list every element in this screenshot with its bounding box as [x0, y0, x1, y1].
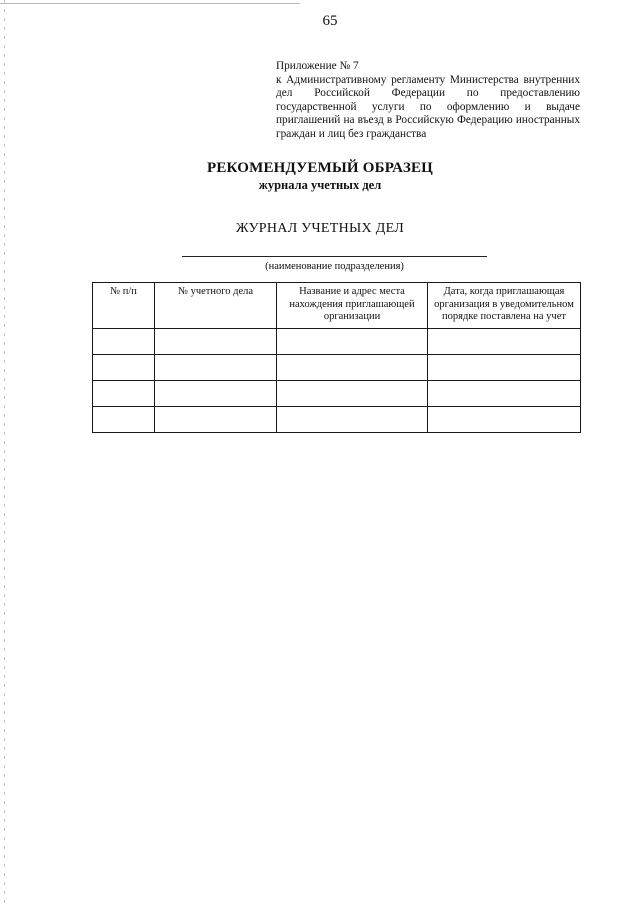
table-cell — [277, 407, 428, 433]
sample-heading: РЕКОМЕНДУЕМЫЙ ОБРАЗЕЦ — [206, 160, 434, 176]
table-row — [93, 407, 581, 433]
table-cell — [428, 407, 581, 433]
table-cell — [93, 329, 155, 355]
table-cell — [277, 355, 428, 381]
table-cell — [428, 329, 581, 355]
table-cell — [428, 381, 581, 407]
journal-table — [92, 282, 581, 433]
table-cell — [93, 355, 155, 381]
table-row — [93, 355, 581, 381]
table-row — [93, 381, 581, 407]
table-cell — [93, 381, 155, 407]
table-header-row — [93, 283, 581, 329]
table-cell — [93, 407, 155, 433]
column-header-registration-date: Дата, когда приглашающая организация в уведомительном порядке поставлена на учет — [428, 283, 581, 329]
table-row — [93, 329, 581, 355]
table-cell — [277, 381, 428, 407]
table-cell — [428, 355, 581, 381]
table-cell — [155, 381, 277, 407]
appendix-block — [276, 60, 580, 142]
table-cell — [155, 407, 277, 433]
journal-title: ЖУРНАЛ УЧЕТНЫХ ДЕЛ — [235, 221, 405, 236]
table-cell — [155, 329, 277, 355]
scan-edge-top — [0, 3, 300, 4]
sample-subheading: журнала учетных дел — [258, 178, 382, 192]
table-cell — [277, 329, 428, 355]
department-name-line — [182, 256, 487, 257]
scan-edge-left — [4, 0, 5, 905]
appendix-title: Приложение № 7 — [276, 60, 359, 72]
column-header-number: № п/п — [93, 283, 155, 329]
appendix-body: к Административному регламенту Министерства внутренних дел Российской Федерации по предоставлению государственной услуги по оформлению и выдаче приглашений на въезд в Российскую Федерацию иностранных граждан и лиц без гражданства — [276, 73, 580, 140]
column-header-case-number: № учетного дела — [155, 283, 277, 329]
table-cell — [155, 355, 277, 381]
page-number: 65 — [322, 13, 338, 29]
column-header-organization: Название и адрес места нахождения приглашающей организации — [277, 283, 428, 329]
department-caption: (наименование подразделения) — [265, 261, 404, 272]
